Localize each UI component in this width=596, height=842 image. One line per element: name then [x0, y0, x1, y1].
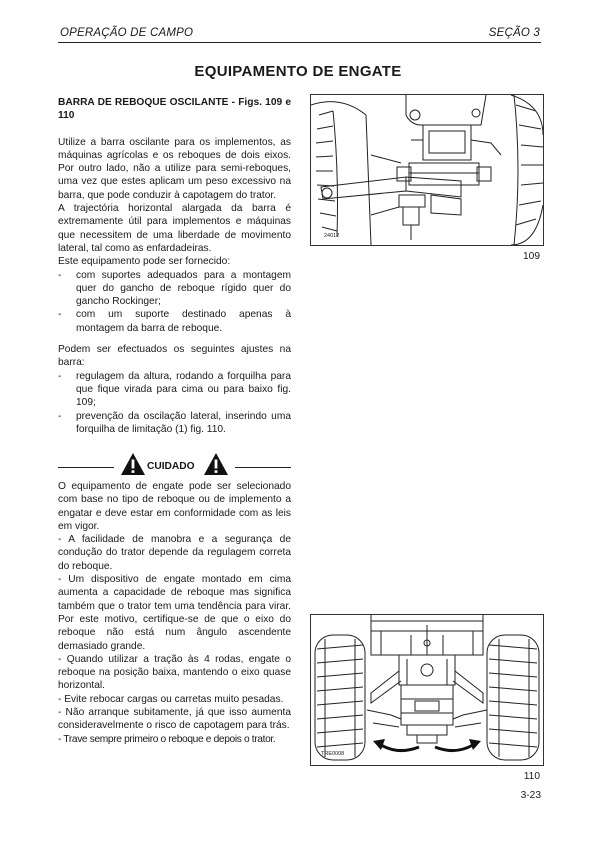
page-title: EQUIPAMENTO DE ENGATE — [194, 63, 402, 80]
paragraph: A trajectória horizontal alargada da barra é extremamente útil para implementos e máquinas que necessitem de uma liberdade de movimento lateral, tal como as enfardadeiras. — [58, 203, 291, 254]
caution-text-column — [58, 480, 291, 746]
paragraph: Este equipamento pode ser fornecido: — [58, 256, 231, 268]
tow-bar-drawing — [311, 95, 543, 245]
paragraph: - Um dispositivo de engate montado em cima aumenta a capacidade de reboque mas significa também que o trator tem uma tendência para virar. Por este motivo, certifique-se de que o eixo do reboque não está num ângulo ascendente demasiado grande. — [58, 574, 291, 652]
paragraph: Podem ser efectuados os seguintes ajustes na barra: — [58, 344, 291, 369]
running-header-right: SEÇÃO 3 — [488, 27, 540, 39]
section-heading: BARRA DE REBOQUE OSCILANTE - Figs. 109 e 110 — [58, 97, 291, 122]
paragraph: - Quando utilizar a tração às 4 rodas, engate o reboque na posição baixa, mantendo o eixo quase horizontal. — [58, 653, 291, 692]
figure-code: TRE0008 — [321, 751, 345, 757]
main-text-column — [58, 96, 291, 436]
page-number: 3-23 — [520, 790, 541, 801]
caution-label: CUIDADO — [147, 461, 195, 472]
list-item: - prevenção da oscilação lateral, inserindo uma forquilha de limitação (1) fig. 110. — [58, 410, 291, 435]
paragraph: - Evite rebocar cargas ou carretas muito pesadas. — [58, 693, 284, 705]
list-item: - com um suporte destinado apenas à montagem da barra de reboque. — [58, 309, 291, 334]
running-header-left: OPERAÇÃO DE CAMPO — [60, 27, 194, 39]
paragraph: Utilize a barra oscilante para os implementos, as máquinas agrícolas e os reboques de dois eixos. Por outro lado, não a utilize para semi-reboques, uma vez que estes aplicam um peso excessivo na barra, que pode conduzir à capotagem do trator. — [58, 136, 291, 201]
warning-triangle-icon — [203, 452, 229, 476]
divider — [58, 467, 114, 468]
paragraph: - Trave sempre primeiro o reboque e depois o trator. — [58, 733, 276, 745]
figure-110-illustration — [310, 614, 544, 766]
figure-code: 24012 — [324, 233, 340, 239]
divider — [235, 467, 291, 468]
warning-triangle-icon — [120, 452, 146, 476]
figure-109-illustration — [310, 94, 544, 246]
caution-banner — [58, 452, 291, 480]
paragraph: - A facilidade de manobra e a segurança de condução do trator depende da regulagem correta do reboque. — [58, 534, 291, 572]
list-item: - com suportes adequados para a montagem quer do gancho de reboque rígido quer do gancho Rockinger; — [58, 269, 291, 308]
figure-number: 110 — [523, 771, 540, 782]
paragraph: - Não arranque subitamente, já que isso aumenta consideravelmente o risco de capotagem para trás. — [58, 707, 291, 732]
header-rule — [58, 42, 541, 43]
figure-number: 109 — [523, 251, 540, 262]
list-item: - regulagem da altura, rodando a forquilha para que fique virada para cima ou para baixo fig. 109; — [58, 370, 291, 409]
tractor-rear-drawing — [311, 615, 543, 765]
paragraph: O equipamento de engate pode ser selecionado com base no tipo de reboque ou de implemento a engatar e deve estar em conformidade com as leis em vigor. — [58, 481, 291, 532]
